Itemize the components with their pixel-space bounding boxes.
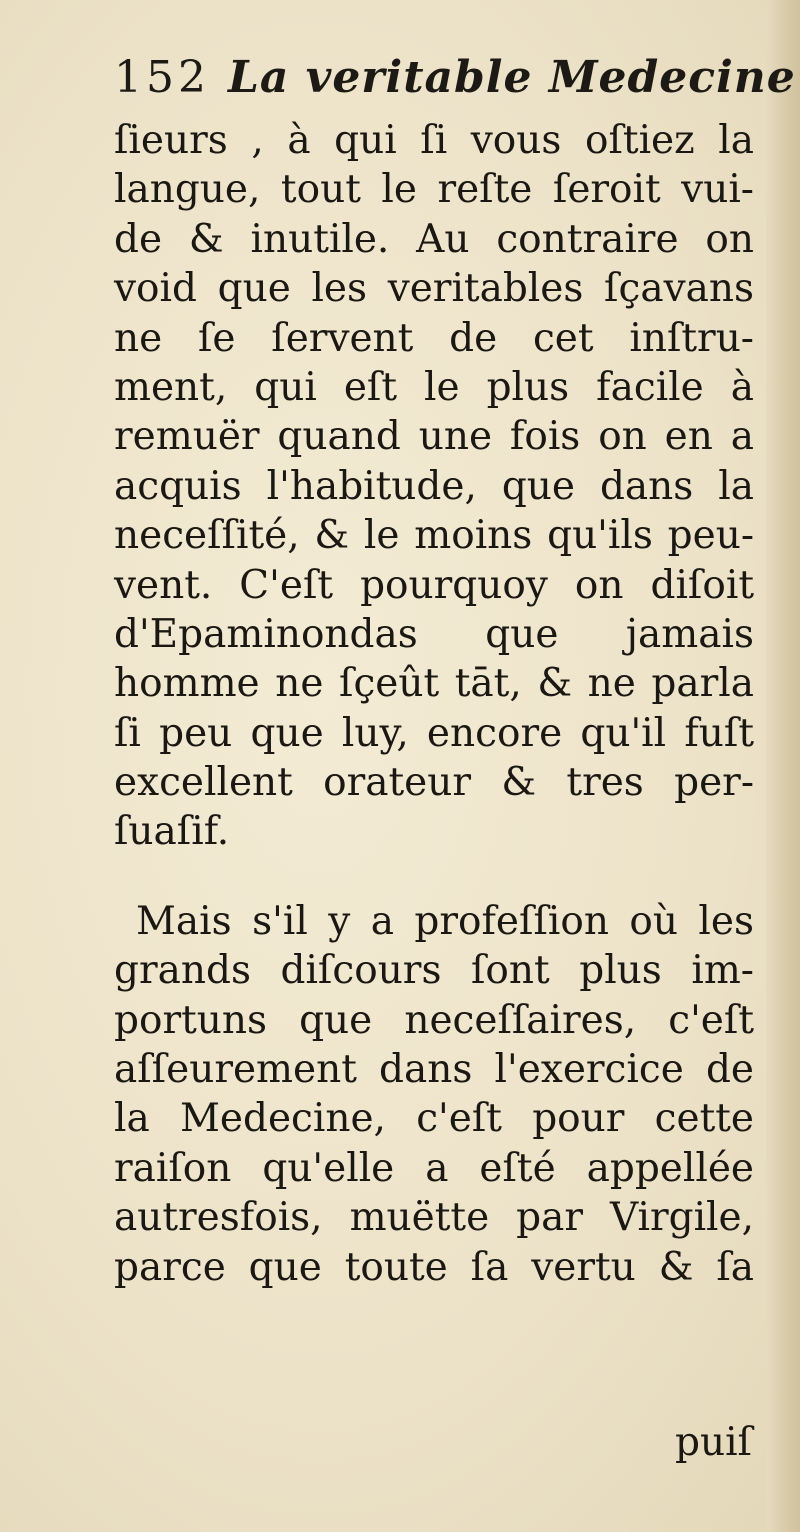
page-number: 152 <box>114 52 210 103</box>
paragraph <box>114 116 754 857</box>
catchword: puiſ <box>675 1420 752 1465</box>
text-line: Mais s'il y a profeſſion où les <box>136 898 754 944</box>
text-line: neceſſité, & le moins qu'ils peu- <box>114 513 754 559</box>
text-line: portuns que neceſſaires, c'eſt <box>114 997 754 1043</box>
text-line: aſſeurement dans l'exercice de <box>114 1047 754 1093</box>
text-line: ſi peu que luy, encore qu'il fuſt <box>114 710 754 756</box>
page-edge <box>766 0 800 1532</box>
text-line: d'Epaminondas que jamais <box>114 611 754 657</box>
text-line: homme ne ſçeût tāt, & ne parla <box>114 661 754 707</box>
text-line: la Medecine, c'eſt pour cette <box>114 1096 754 1142</box>
text-line: remuër quand une fois on en a <box>114 414 754 460</box>
text-line: grands diſcours ſont plus im- <box>114 948 754 994</box>
text-line: langue, tout le reſte ſeroit vui- <box>114 167 754 213</box>
text-line: parce que toute ſa vertu & ſa <box>114 1244 754 1290</box>
text-line: acquis l'habitude, que dans la <box>114 463 754 509</box>
text-line: ne ſe ſervent de cet inſtru- <box>114 315 754 361</box>
text-line: autresfois, muëtte par Virgile, <box>114 1195 754 1241</box>
text-line: void que les veritables ſçavans <box>114 266 754 312</box>
page-header <box>114 52 796 112</box>
body-text <box>114 116 754 1292</box>
text-line: raiſon qu'elle a eſté appellée <box>114 1145 754 1191</box>
text-line: vent. C'eſt pourquoy on diſoit <box>114 562 754 608</box>
text-line: ſuaſif. <box>114 809 230 855</box>
text-line: ſieurs , à qui ſi vous oſtiez la <box>114 118 754 163</box>
running-title: La veritable Medecine <box>227 52 796 103</box>
text-line: excellent orateur & tres per- <box>114 760 754 806</box>
paragraph <box>114 897 754 1292</box>
text-line: ment, qui eſt le plus facile à <box>114 364 754 410</box>
text-line: de & inutile. Au contraire on <box>114 216 754 262</box>
